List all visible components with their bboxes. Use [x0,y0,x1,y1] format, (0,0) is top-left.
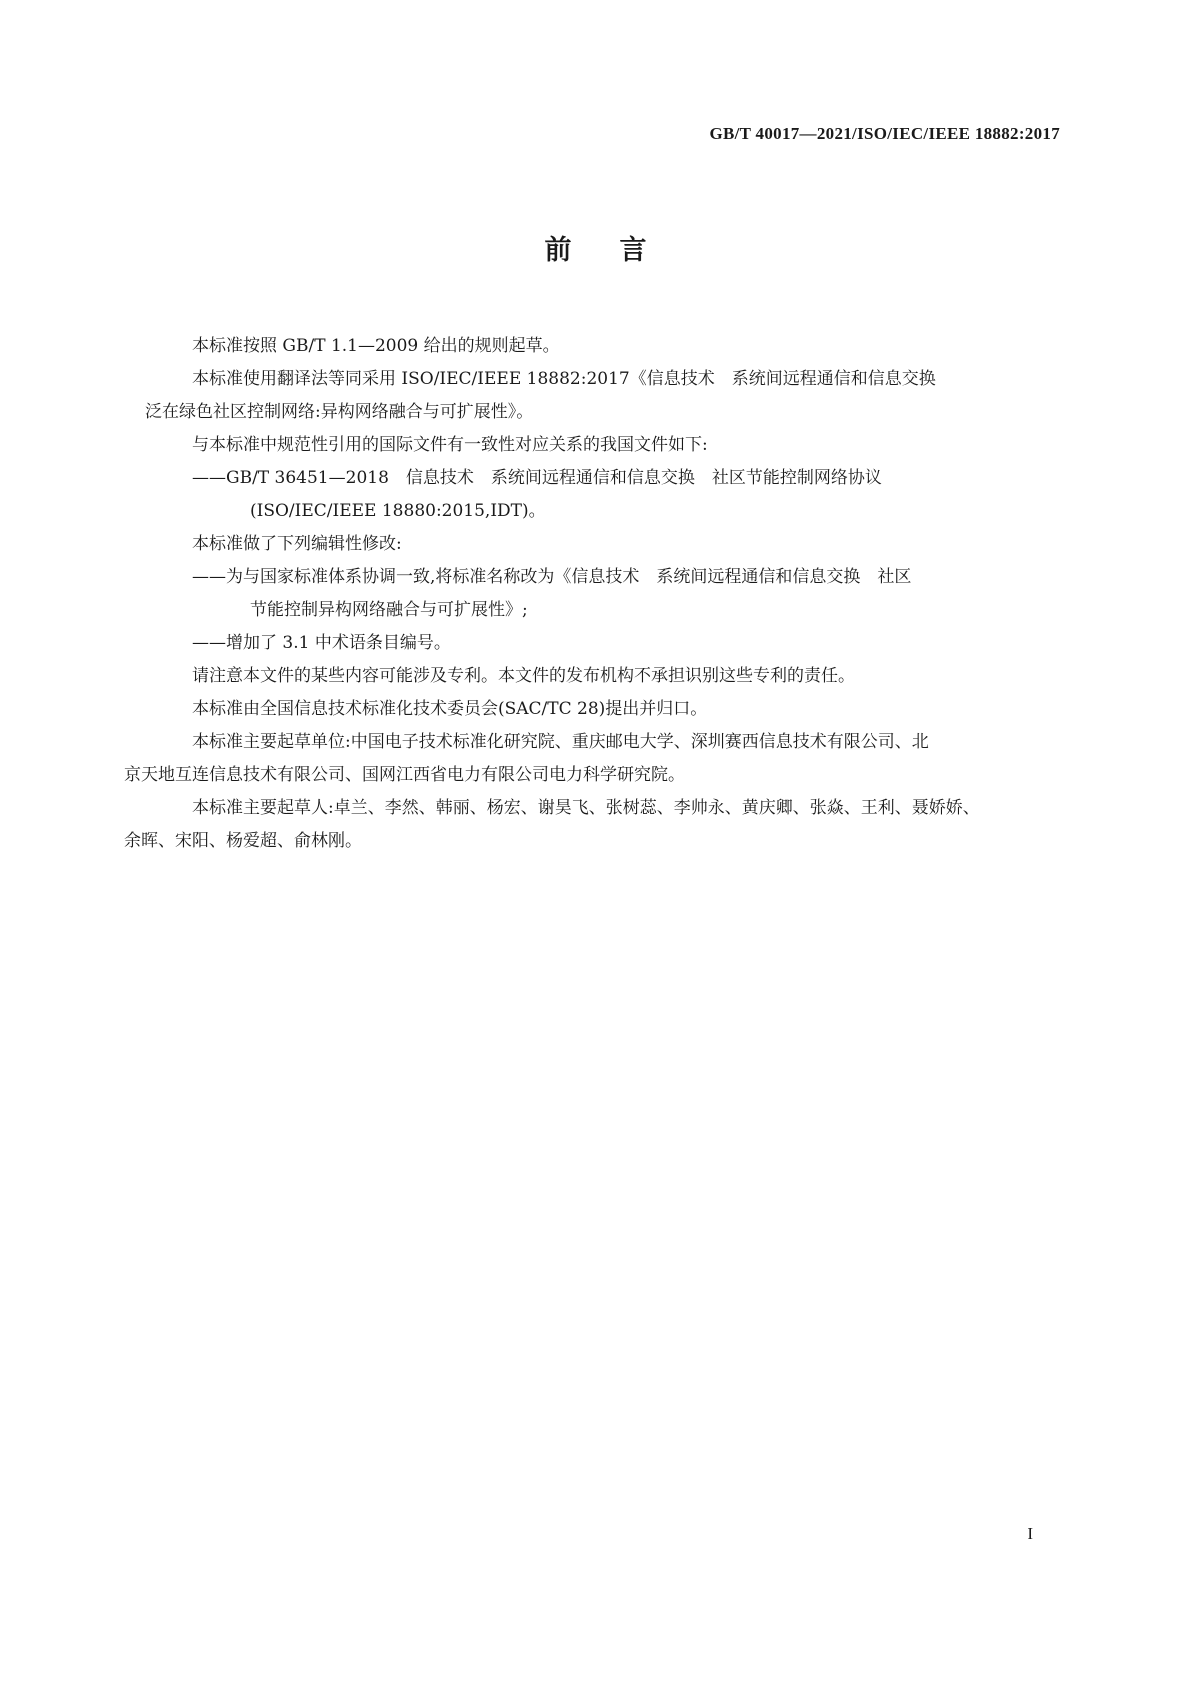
reference-line-1: ——GB/T 36451—2018 信息技术 系统间远程通信和信息交换 社区节能控制网络协议 [192,468,882,488]
list-item-modification-2 [158,627,1063,660]
paragraph-drafters [124,792,1063,858]
paragraph-patent-notice: 请注意本文件的某些内容可能涉及专利。本文件的发布机构不承担识别这些专利的责任。 [192,666,855,686]
modification-1-line-2: 节能控制异构网络融合与可扩展性》; [250,600,528,620]
page-title: 前言 [544,235,695,266]
drafting-units-line-2: 京天地互连信息技术有限公司、国网江西省电力有限公司电力科学研究院。 [124,765,685,785]
paragraph-drafting-units [124,726,1063,792]
foreword-body [124,330,1063,858]
reference-line-2: (ISO/IEC/IEEE 18880:2015,IDT)。 [250,501,546,521]
modification-1-line-1: ——为与国家标准体系协调一致,将标准名称改为《信息技术 系统间远程通信和信息交换 社区 [192,567,912,587]
list-item-modification-1 [158,561,1063,627]
page-number: I [1027,1524,1033,1543]
paragraph-proposer: 本标准由全国信息技术标准化技术委员会(SAC/TC 28)提出并归口。 [192,699,708,719]
drafters-line-1: 本标准主要起草人:卓兰、李然、韩丽、杨宏、谢昊飞、张树蕊、李帅永、黄庆卿、张焱、王利、聂娇娇、 [192,798,980,818]
paragraph-drafting-rules: 本标准按照 GB/T 1.1—2009 给出的规则起草。 [192,336,560,356]
drafters-line-2: 余晖、宋阳、杨爱超、俞林刚。 [124,831,362,851]
standard-code-header: GB/T 40017—2021/ISO/IEC/IEEE 18882:2017 [709,124,1060,143]
modification-2-line-1: ——增加了 3.1 中术语条目编号。 [192,633,451,653]
paragraph-normative-refs: 与本标准中规范性引用的国际文件有一致性对应关系的我国文件如下: [192,435,708,455]
drafting-units-line-1: 本标准主要起草单位:中国电子技术标准化研究院、重庆邮电大学、深圳赛西信息技术有限公司、北 [192,732,929,752]
paragraph-adoption [145,363,1063,429]
paragraph-adoption-line-2: 泛在绿色社区控制网络:异构网络融合与可扩展性》。 [145,402,534,422]
list-item-reference [158,462,1063,528]
paragraph-adoption-line-1: 本标准使用翻译法等同采用 ISO/IEC/IEEE 18882:2017《信息技术 系统间远程通信和信息交换 [192,369,936,389]
paragraph-editorial-changes: 本标准做了下列编辑性修改: [192,534,402,554]
